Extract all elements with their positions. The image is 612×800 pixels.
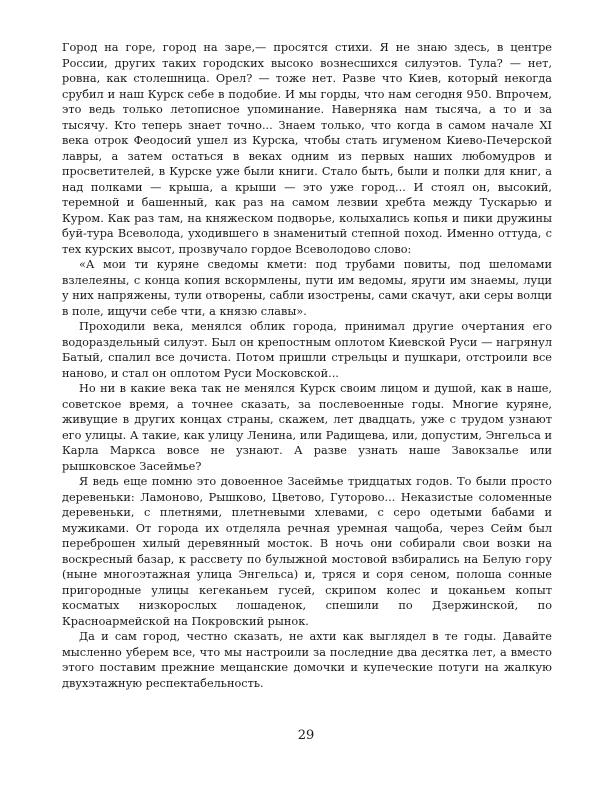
paragraph-5: Я ведь еще помню это довоенное Засеймье тридцатых годов. То были просто деревеньки: Ламоново, Рышково, Цветово, Гуторово... Неказистые соломенные деревеньки, с плетнями, плетневыми хлевами, с серо одетыми бабами и мужиками. От города их отделяла речная уремная чащоба, через Сейм был переброшен хилый деревянный мосток. В ночь они собирали свои возки на воскресный базар, к рассвету по булыжной мостовой взбирались на Белую гору (ныне многоэтажная улица Энгельса) и, тряся и соря сеном, полоша сонные пригородные улицы кегеканьем гусей, скрипом колес и цоканьем копыт косматых низкорослых лошаденок, спешили по Дзержинской, по Красноармейской на Покровский рынок. — [62, 475, 552, 628]
paragraph-4: Но ни в какие века так не менялся Курск своим лицом и душой, как в наше, советское время, а точнее сказать, за послевоенные годы. Многие куряне, живущие в других концах страны, скажем, лет двадцать, уже с трудом узнают его улицы. А такие, как улицу Ленина, или Радищева, или, допустим, Энгельса и Карла Маркса вовсе не узнают. А разве узнать наше Завокзалье или рышковское Засеймье? — [62, 382, 552, 473]
page-number: 29 — [297, 728, 315, 743]
paragraph-6: Да и сам город, честно сказать, не ахти как выглядел в те годы. Давайте мысленно уберем все, что мы настроили за последние два десятка лет, а вместо этого поставим прежние мещанские домочки и купеческие потуги на жалкую двухэтажную респектабельность. — [62, 630, 552, 690]
paragraph-1: Город на горе, город на заре,— просятся стихи. Я не знаю здесь, в центре России, других таких городских высоко вознесшихся силуэтов. Тула? — нет, ровна, как столешница. Орел? — тоже нет. Разве что Киев, который некогда срубил и наш Курск себе в подобие. И мы горды, что нам сегодня 950. Впрочем, это ведь только летописное упоминание. Наверняка нам тысяча, а то и за тысячу. Кто теперь знает точно... Знаем только, что когда в самом начале XI века отрок Феодосий ушел из Курска, чтобы стать игуменом Киево-Печерской лавры, а затем остаться в веках одним из первых наших любомудров и просветителей, в Курске уже были книги. Стало быть, были и полки для книг, а над полками — крыша, а крыши — это уже город... И стоял он, высокий, теремной и башенный, как раз на самом лезвии хребта между Тускарью и Куром. Как раз там, на княжеском подворье, колыхались копья и пики дружины буй-тура Всеволода, уходившего в знаменитый степной поход. Именно оттуда, с тех курских высот, прозвучало гордое Всеволодово слово: — [62, 41, 552, 256]
paragraph-3: Проходили века, менялся облик города, принимал другие очертания его водораздельный силуэт. Был он крепостным оплотом Киевской Руси — нагрянул Батый, спалил все дочиста. Потом пришли стрельцы и пушкари, отстроили все наново, и стал он оплотом Руси Московской... — [62, 320, 552, 380]
paragraph-2-quote: «А мои ти куряне сведомы кмети: под трубами повиты, под шеломами взлелеяны, с конца копия вскормлены, пути им ведомы, яруги им знаемы, луци у них напряжены, тули отворены, сабли изострены, сами скачут, аки серы волци в поле, ищучи себе чти, а князю славы». — [62, 258, 552, 318]
page-body — [62, 40, 552, 691]
